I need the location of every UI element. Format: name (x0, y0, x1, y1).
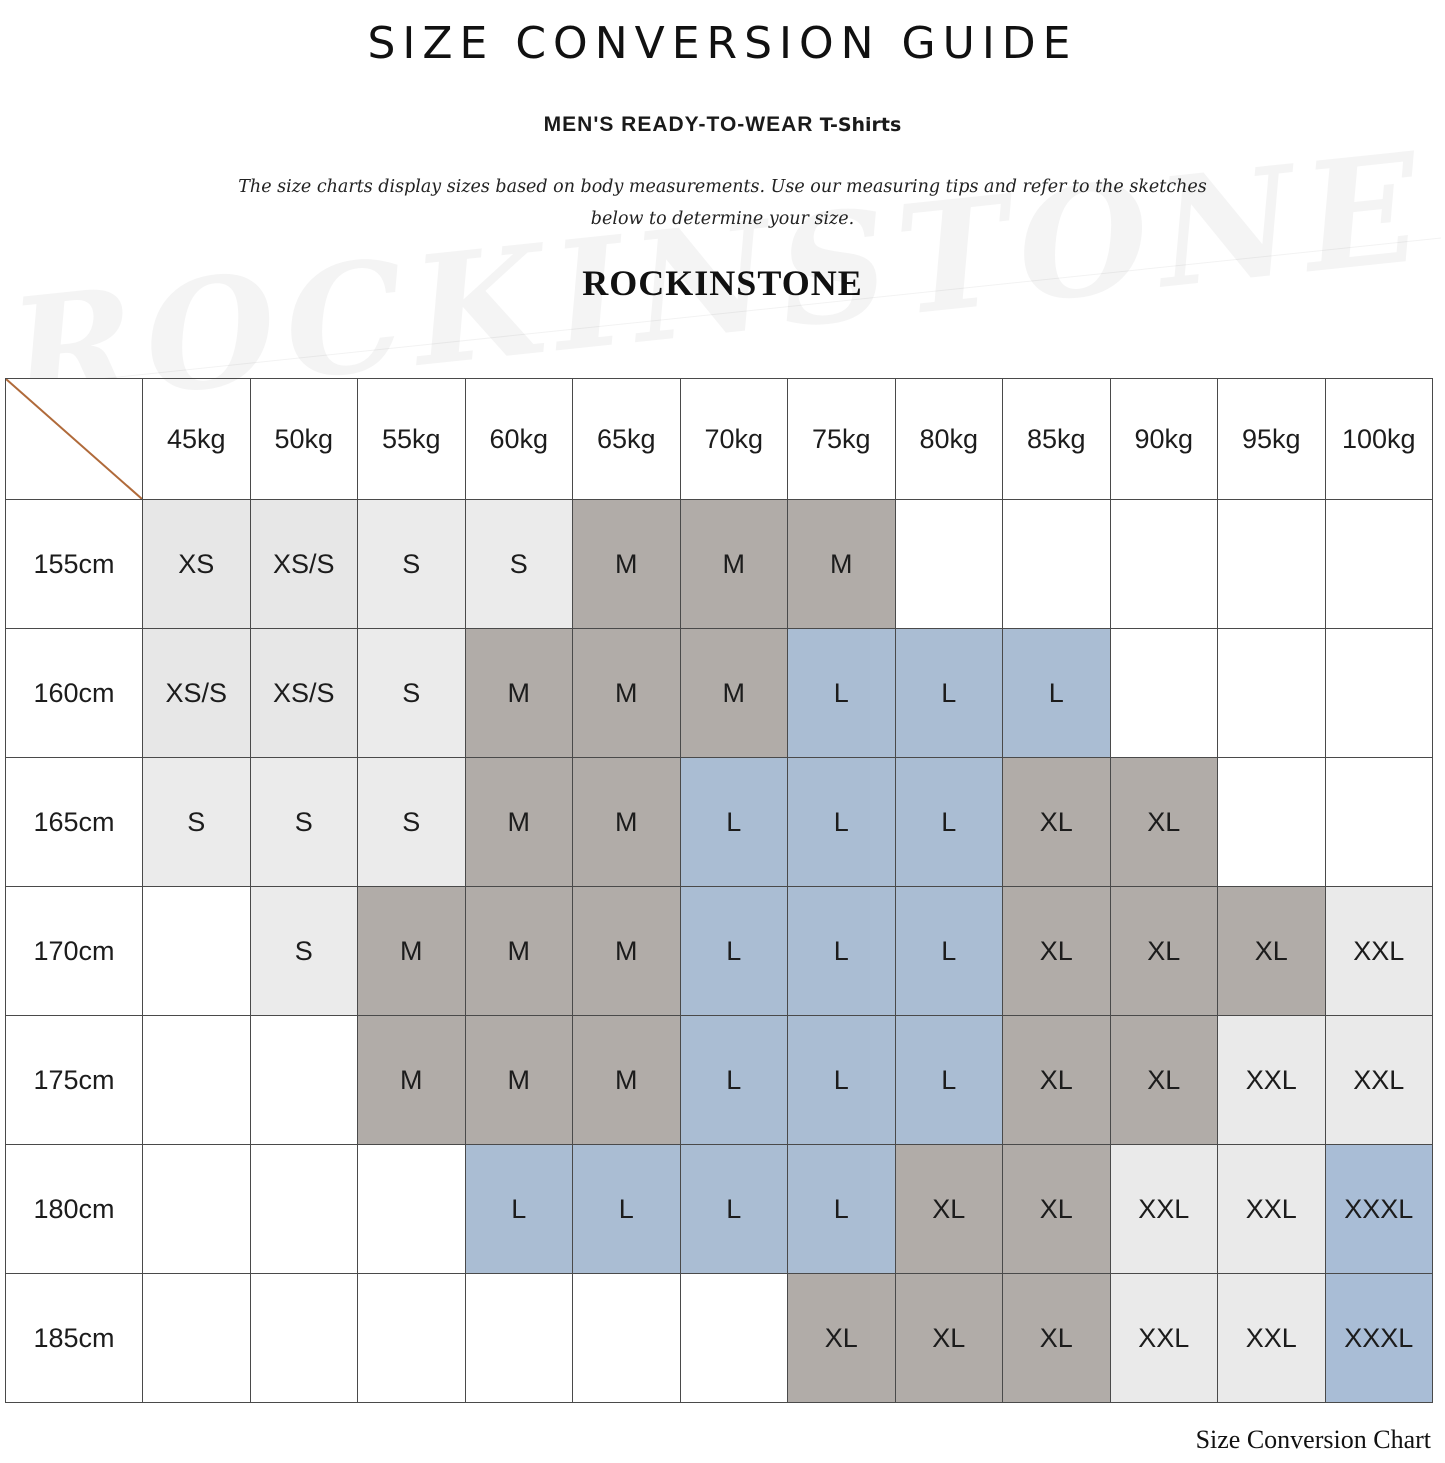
size-cell (358, 1274, 466, 1403)
size-cell: XL (1003, 758, 1111, 887)
size-cell: XS/S (143, 629, 251, 758)
table-corner-cell (6, 379, 143, 500)
size-cell (143, 1145, 251, 1274)
size-cell: L (1003, 629, 1111, 758)
table-row (6, 500, 1433, 629)
size-table-container (5, 378, 1433, 1403)
footer-caption: Size Conversion Chart (1195, 1425, 1431, 1454)
column-header-weight: 45kg (143, 379, 251, 500)
size-cell: S (465, 500, 573, 629)
size-cell (250, 1145, 358, 1274)
size-cell: L (788, 758, 896, 887)
size-cell: L (895, 1016, 1003, 1145)
row-header-height: 160cm (6, 629, 143, 758)
size-cell (1325, 629, 1433, 758)
size-cell (1325, 758, 1433, 887)
size-cell (895, 500, 1003, 629)
size-cell: M (573, 887, 681, 1016)
size-cell: M (680, 629, 788, 758)
size-cell (358, 1145, 466, 1274)
column-header-weight: 65kg (573, 379, 681, 500)
size-cell: XXL (1110, 1274, 1218, 1403)
size-cell (143, 1016, 251, 1145)
size-cell: XXL (1218, 1145, 1326, 1274)
size-cell: M (573, 1016, 681, 1145)
size-cell: M (788, 500, 896, 629)
size-cell (143, 1274, 251, 1403)
size-cell: L (680, 1145, 788, 1274)
table-header (6, 379, 1433, 500)
row-header-height: 170cm (6, 887, 143, 1016)
size-cell: XL (1003, 887, 1111, 1016)
size-cell: L (895, 629, 1003, 758)
size-cell: L (895, 758, 1003, 887)
size-cell: L (788, 887, 896, 1016)
size-cell: XS/S (250, 629, 358, 758)
size-cell: L (788, 1145, 896, 1274)
size-cell (1218, 629, 1326, 758)
column-header-weight: 50kg (250, 379, 358, 500)
column-header-weight: 80kg (895, 379, 1003, 500)
size-cell (680, 1274, 788, 1403)
size-cell: XXL (1110, 1145, 1218, 1274)
size-cell: XL (895, 1274, 1003, 1403)
size-conversion-table (5, 378, 1433, 1403)
size-cell: M (465, 758, 573, 887)
size-cell: XL (1003, 1145, 1111, 1274)
brand-name: ROCKINSTONE (582, 262, 863, 303)
size-cell: L (788, 629, 896, 758)
size-cell: XL (788, 1274, 896, 1403)
row-header-height: 185cm (6, 1274, 143, 1403)
column-header-weight: 75kg (788, 379, 896, 500)
size-cell: M (465, 1016, 573, 1145)
size-cell: XXXL (1325, 1274, 1433, 1403)
size-cell: M (358, 1016, 466, 1145)
table-row (6, 1145, 1433, 1274)
size-cell (1003, 500, 1111, 629)
size-cell: L (573, 1145, 681, 1274)
table-row (6, 758, 1433, 887)
size-cell: S (358, 500, 466, 629)
size-cell: S (250, 887, 358, 1016)
size-cell: XL (1003, 1016, 1111, 1145)
size-cell: XS/S (250, 500, 358, 629)
column-header-weight: 95kg (1218, 379, 1326, 500)
size-cell: XXL (1218, 1016, 1326, 1145)
size-cell (1218, 758, 1326, 887)
size-cell (1110, 500, 1218, 629)
page-title: SIZE CONVERSION GUIDE (367, 18, 1078, 69)
column-header-weight: 85kg (1003, 379, 1111, 500)
table-row (6, 887, 1433, 1016)
size-cell (143, 887, 251, 1016)
table-row (6, 1016, 1433, 1145)
size-cell: XL (1110, 887, 1218, 1016)
subtitle-garment: T-Shirts (819, 114, 902, 136)
size-cell (250, 1016, 358, 1145)
row-header-height: 180cm (6, 1145, 143, 1274)
size-cell (1325, 500, 1433, 629)
size-cell (250, 1274, 358, 1403)
size-cell: XXL (1218, 1274, 1326, 1403)
size-cell: M (358, 887, 466, 1016)
table-row (6, 1274, 1433, 1403)
diagonal-divider-icon (6, 379, 142, 499)
size-cell (573, 1274, 681, 1403)
size-cell: L (895, 887, 1003, 1016)
size-cell: XL (1110, 758, 1218, 887)
column-header-weight: 90kg (1110, 379, 1218, 500)
size-cell: XS (143, 500, 251, 629)
table-row (6, 629, 1433, 758)
size-cell (465, 1274, 573, 1403)
size-cell: L (680, 1016, 788, 1145)
subtitle-category: MEN'S READY-TO-WEAR (543, 113, 814, 136)
column-header-weight: 70kg (680, 379, 788, 500)
column-header-weight: 55kg (358, 379, 466, 500)
size-cell (1110, 629, 1218, 758)
size-cell: M (573, 500, 681, 629)
size-cell: L (680, 758, 788, 887)
size-cell: S (250, 758, 358, 887)
size-cell: M (465, 629, 573, 758)
size-cell: XXL (1325, 887, 1433, 1016)
size-cell: XL (1218, 887, 1326, 1016)
size-cell: M (573, 629, 681, 758)
size-cell: M (465, 887, 573, 1016)
column-header-weight: 100kg (1325, 379, 1433, 500)
row-header-height: 175cm (6, 1016, 143, 1145)
column-header-weight: 60kg (465, 379, 573, 500)
watermark-strike (4, 237, 1441, 389)
size-cell: S (358, 758, 466, 887)
size-cell: XL (1110, 1016, 1218, 1145)
size-cell: M (680, 500, 788, 629)
row-header-height: 165cm (6, 758, 143, 887)
size-cell: L (680, 887, 788, 1016)
size-cell: S (358, 629, 466, 758)
size-cell (1218, 500, 1326, 629)
size-cell: L (465, 1145, 573, 1274)
size-cell: XXXL (1325, 1145, 1433, 1274)
table-body (6, 500, 1433, 1403)
page-subtitle (0, 113, 1445, 137)
table-header-row (6, 379, 1433, 500)
size-cell: M (573, 758, 681, 887)
page-description: The size charts display sizes based on body measurements. Use our measuring tips and refer to the sketches below to determine your size. (238, 177, 1207, 230)
size-cell: S (143, 758, 251, 887)
size-cell: L (788, 1016, 896, 1145)
size-cell: XL (1003, 1274, 1111, 1403)
row-header-height: 155cm (6, 500, 143, 629)
size-cell: XXL (1325, 1016, 1433, 1145)
size-cell: XL (895, 1145, 1003, 1274)
